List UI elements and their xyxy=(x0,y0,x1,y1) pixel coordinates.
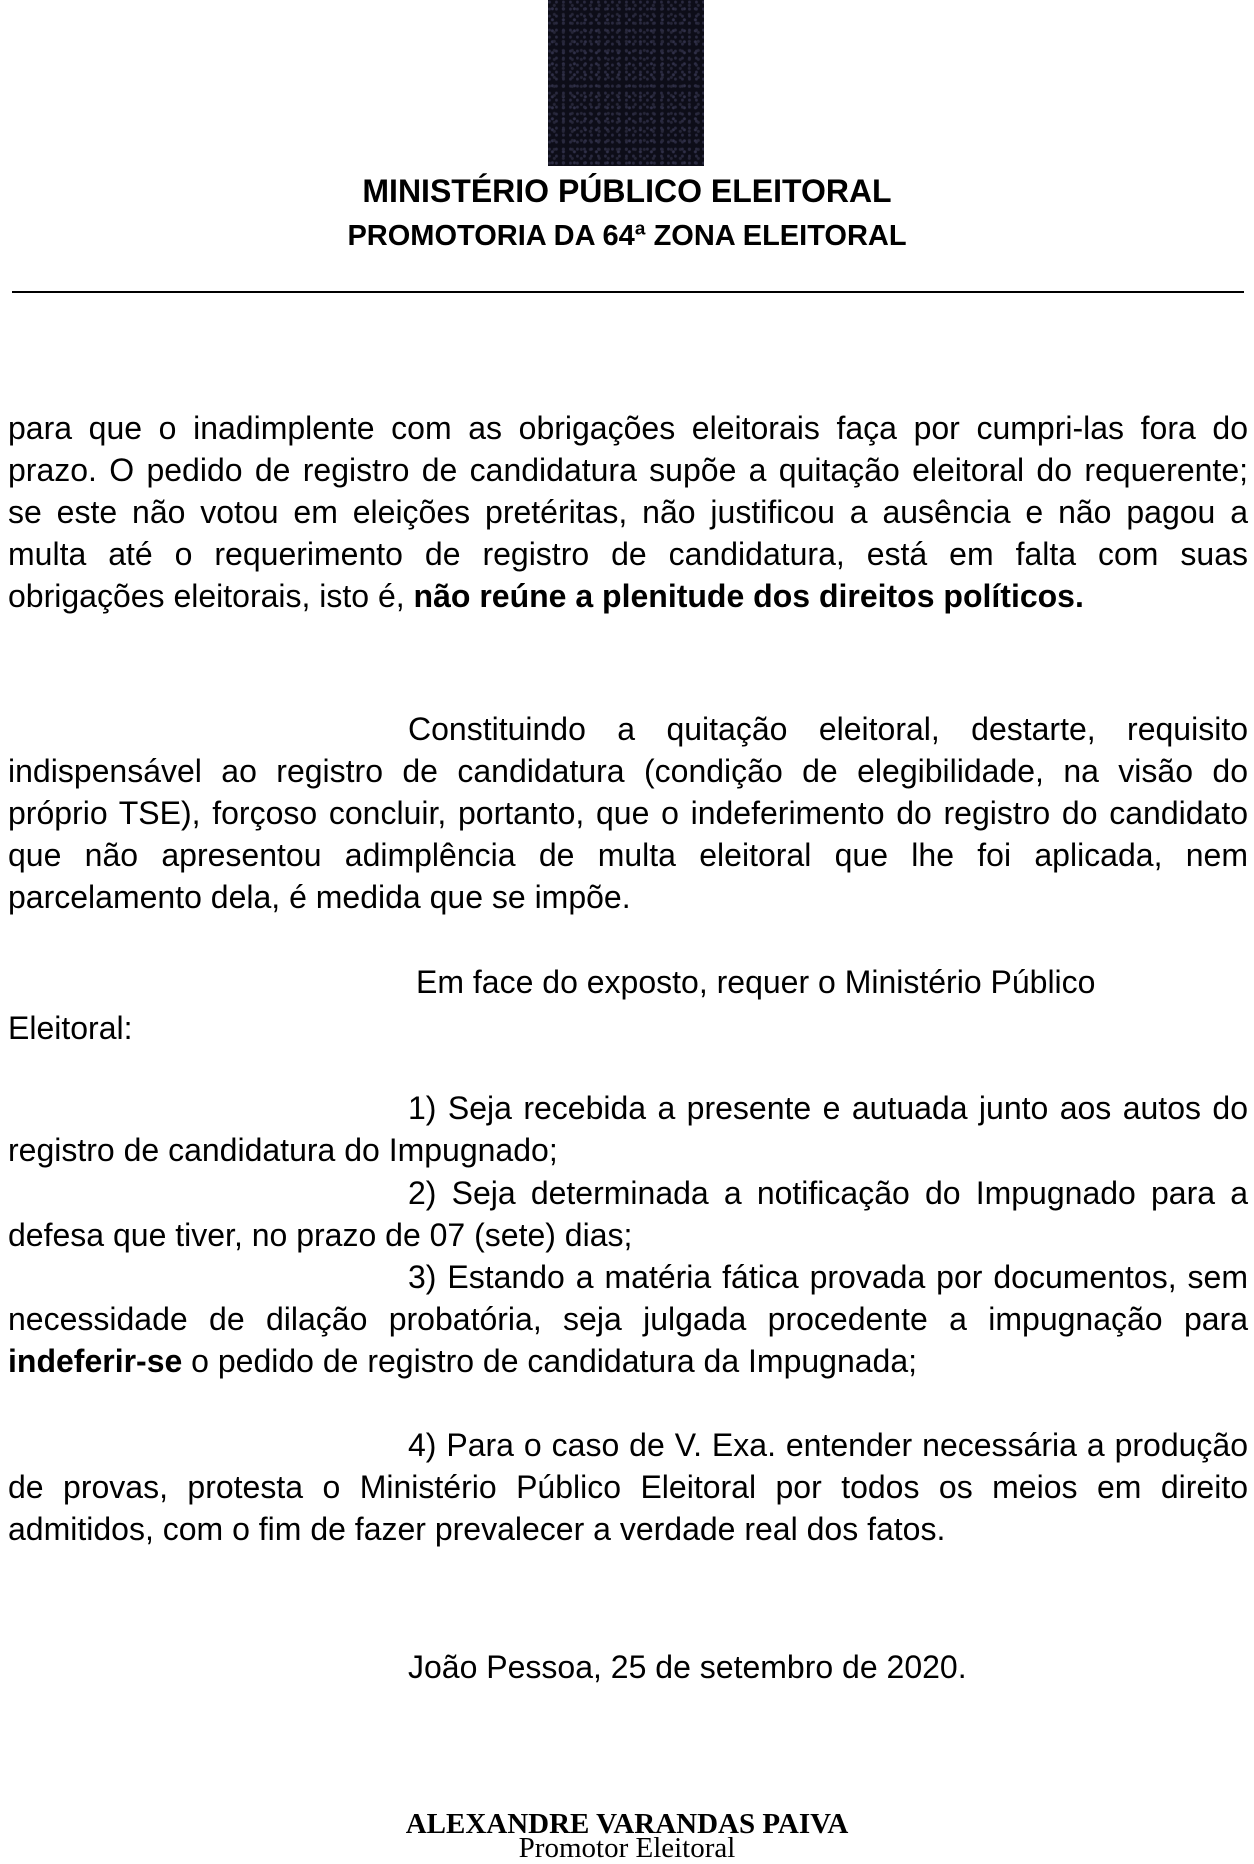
request-intro-line-2: Eleitoral: xyxy=(8,1010,133,1046)
institution-emblem xyxy=(548,0,704,166)
paragraph-1-text: para que o inadimplente com as obrigações eleitorais faça por cumpri-las fora do prazo. O pedido de registro de candidatura supõe a quitação eleitoral do requerente; se este não votou em eleições pretéritas, não justificou a ausência e não pagou a multa até o requerimento de registro de candidatura, está em falta com suas obrigações eleitorais, isto é, xyxy=(8,410,1248,614)
request-item-3-bold: indeferir-se xyxy=(8,1343,183,1379)
signature-role: Promotor Eleitoral xyxy=(518,1832,736,1864)
header-title: MINISTÉRIO PÚBLICO ELEITORAL xyxy=(362,173,892,209)
signature-name: ALEXANDRE VARANDAS PAIVA xyxy=(405,1808,849,1840)
paragraph-1 xyxy=(8,407,1248,617)
request-item-4: 4) Para o caso de V. Exa. entender necessária a produção de provas, protesta o Ministério Público Eleitoral por todos os meios em direito admitidos, com o fim de fazer prevalecer a verdade real dos fatos. xyxy=(8,1427,1248,1547)
request-item-2: 2) Seja determinada a notificação do Impugnado para a defesa que tiver, no prazo de 07 (sete) dias; xyxy=(8,1175,1248,1253)
date-line: João Pessoa, 25 de setembro de 2020. xyxy=(408,1649,967,1685)
request-intro-line-1: Em face do exposto, requer o Ministério Público xyxy=(416,964,1096,1000)
paragraph-2: Constituindo a quitação eleitoral, destarte, requisito indispensável ao registro de candidatura (condição de elegibilidade, na visão do próprio TSE), forçoso concluir, portanto, que o indeferimento do registro do candidato que não apresentou adimplência de multa eleitoral que lhe foi aplicada, nem parcelamento dela, é medida que se impõe. xyxy=(8,711,1248,915)
request-item-3-text-before: 3) Estando a matéria fática provada por documentos, sem necessidade de dilação probatória, seja julgada procedente a impugnação para xyxy=(8,1259,1248,1337)
header-divider xyxy=(12,291,1244,293)
paragraph-1-bold: não reúne a plenitude dos direitos políticos. xyxy=(413,578,1084,614)
header-subtitle: PROMOTORIA DA 64ª ZONA ELEITORAL xyxy=(347,220,907,252)
request-item-1: 1) Seja recebida a presente e autuada junto aos autos do registro de candidatura do Impugnado; xyxy=(8,1090,1248,1168)
request-item-3-text-after: o pedido de registro de candidatura da Impugnada; xyxy=(191,1343,918,1379)
request-item-3 xyxy=(8,1256,1248,1382)
